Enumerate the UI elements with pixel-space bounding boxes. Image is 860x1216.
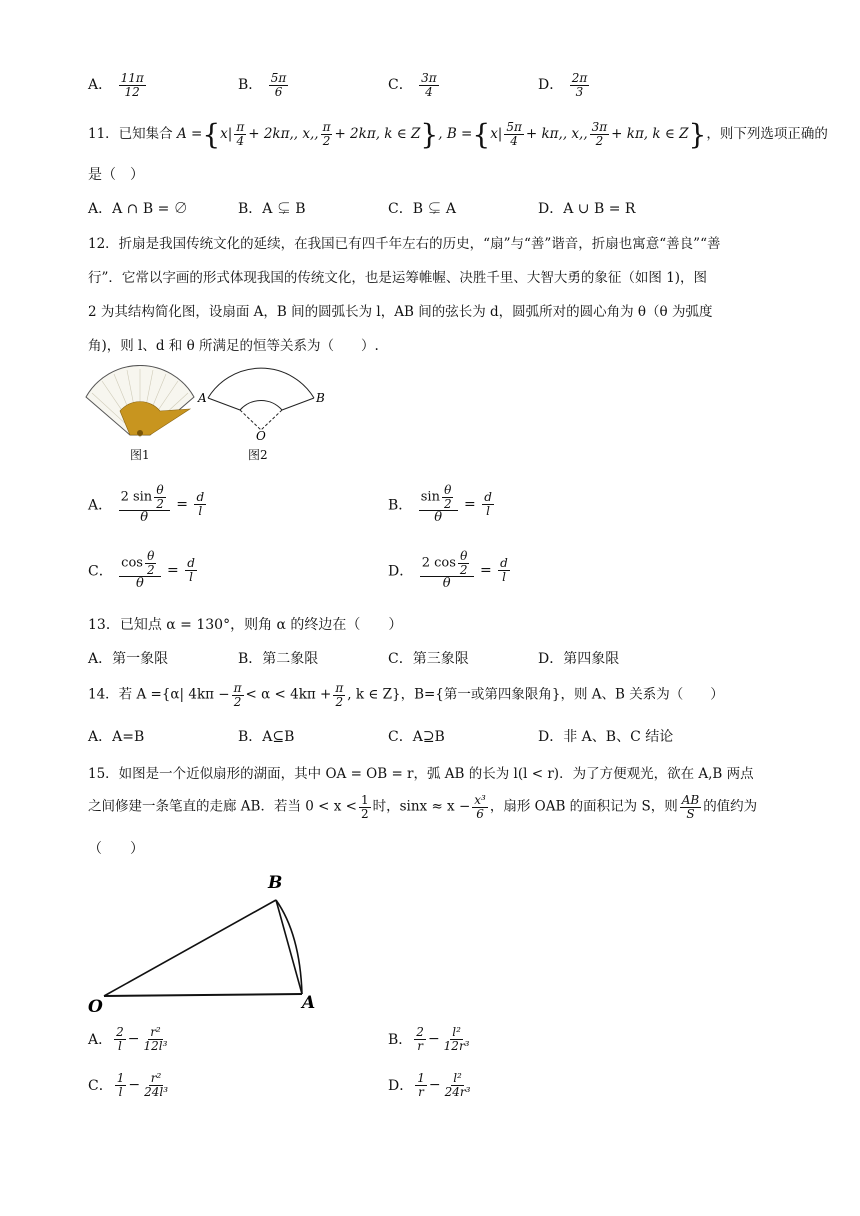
minus-sign: − xyxy=(128,1077,141,1094)
frac-top-text: 2 cos xyxy=(421,555,456,571)
fraction xyxy=(234,121,246,147)
fraction xyxy=(415,1072,427,1098)
q12-line3: 2 为其结构简化图，设扇面 A，B 间的圆弧长为 l，AB 间的弦长为 d，圆弧所对的圆心角为 θ（θ 为弧度 xyxy=(88,304,713,320)
option-label: B． xyxy=(388,497,413,514)
frac-den: 2 xyxy=(156,496,164,511)
frac-den: 12l³ xyxy=(143,1038,168,1053)
fraction xyxy=(590,121,610,147)
frac-num: θ xyxy=(147,549,155,563)
frac-den: 2 xyxy=(360,806,369,821)
frac-num: θ xyxy=(444,483,452,497)
q11-stem xyxy=(88,118,828,151)
frac-den: 2 xyxy=(146,562,155,577)
fraction xyxy=(504,121,524,147)
option-label: D． xyxy=(388,563,414,580)
set-b-body: + kπ,, x,, xyxy=(525,126,588,142)
frac-den: 24r³ xyxy=(444,1084,471,1099)
point-o-label: O xyxy=(88,997,103,1016)
frac-den: S xyxy=(686,806,695,821)
frac-num: d xyxy=(196,490,205,505)
q12-line4: 角)，则 l、d 和 θ 所满足的恒等关系为（ ）. xyxy=(88,338,379,354)
sector-diagram xyxy=(84,864,324,1016)
q12-option-b xyxy=(388,484,496,525)
q11-suffix: ，则下列选项正确的 xyxy=(706,126,828,142)
q11-option-d: D．A ∪ B = R xyxy=(538,201,636,217)
q15-line2-mid2: ，扇形 OAB 的面积记为 S，则 xyxy=(489,798,678,815)
set-a-body: x| xyxy=(220,126,233,142)
frac-num: r² xyxy=(150,1071,162,1085)
q15-line2 xyxy=(88,794,757,820)
frac-num: θ xyxy=(460,549,468,563)
fan-structure-diagram xyxy=(196,362,332,444)
frac-num: 2π xyxy=(571,71,588,85)
frac-num: 1 xyxy=(116,1071,125,1085)
fraction xyxy=(142,1026,170,1052)
set-a-body: + 2kπ, k ∈ Z xyxy=(334,126,421,142)
q15-option-c xyxy=(88,1072,172,1098)
q14-option-c: C．A⊇B xyxy=(388,729,445,745)
q11-option-c: C．B ⊊ A xyxy=(388,201,457,217)
frac-den: l xyxy=(118,1038,122,1053)
frac-den: l xyxy=(486,503,490,518)
q13-stem: 13．已知点 α = 130°，则角 α 的终边在（ ） xyxy=(88,617,403,633)
segment-ob xyxy=(104,900,276,996)
fraction xyxy=(114,1026,126,1052)
frac-num: 2 xyxy=(116,1025,124,1039)
frac-den: 6 xyxy=(274,84,283,99)
right-edge xyxy=(282,398,314,410)
frac-den: r xyxy=(418,1084,424,1099)
option-label: C． xyxy=(388,77,413,94)
fraction xyxy=(142,1072,170,1098)
fraction xyxy=(145,550,157,576)
q12-line2: 行”．它常以字画的形式体现我国的传统文化，也是运筹帷幄、决胜千里、大智大勇的象征（如图 1)，图 xyxy=(88,270,708,286)
outer-arc xyxy=(208,368,314,398)
frac-num: 3π xyxy=(421,71,437,85)
frac-den: 4 xyxy=(510,134,518,148)
frac-num: AB xyxy=(681,793,700,807)
frac-num: 1 xyxy=(360,793,369,807)
frac-den: 2 xyxy=(595,134,604,148)
q14-mid: < α < 4kπ + xyxy=(245,686,332,703)
option-label: B． xyxy=(388,1032,413,1049)
q11-prefix: 11．已知集合 xyxy=(88,126,173,142)
fraction xyxy=(498,557,510,583)
q14-stem xyxy=(88,682,724,708)
frac-num xyxy=(419,484,458,511)
equals-sign: = xyxy=(464,496,476,513)
fraction xyxy=(194,491,206,517)
frac-den: 12 xyxy=(124,84,140,99)
fan-rivet xyxy=(137,430,143,436)
frac-num: θ xyxy=(156,483,164,497)
big-fraction xyxy=(419,484,458,525)
option-label: C． xyxy=(88,1078,113,1095)
fraction xyxy=(185,557,197,583)
frac-num xyxy=(420,550,474,577)
frac-den: 2 xyxy=(335,694,344,709)
frac-den: l xyxy=(198,503,203,518)
fan-illustration xyxy=(84,365,196,447)
q12-option-c xyxy=(88,550,199,591)
frac-den: 4 xyxy=(236,134,245,148)
frac-num: r² xyxy=(150,1025,161,1039)
fraction xyxy=(333,682,345,708)
frac-den: θ xyxy=(434,510,443,526)
q10-option-c xyxy=(388,72,441,98)
fraction xyxy=(458,550,470,576)
frac-den: 2 xyxy=(233,694,242,709)
frac-den: 6 xyxy=(476,806,484,821)
frac-num: d xyxy=(484,490,492,505)
frac-den: l xyxy=(189,569,193,584)
frac-den: 24l³ xyxy=(144,1084,169,1099)
frac-num: 2 xyxy=(416,1025,424,1039)
frac-num: π xyxy=(322,120,331,135)
frac-den: θ xyxy=(135,576,144,592)
set-b-body: + kπ, k ∈ Z xyxy=(611,126,689,142)
option-label: C． xyxy=(88,563,113,580)
left-edge xyxy=(208,398,240,410)
big-fraction xyxy=(119,550,160,591)
set-a-body: + 2kπ,, x,, xyxy=(248,126,319,142)
point-b-label: B xyxy=(316,391,325,405)
q15-line3: （ ） xyxy=(88,841,144,857)
equals-sign: = xyxy=(176,496,189,513)
frac-num xyxy=(119,484,170,511)
point-a-label: A xyxy=(302,993,316,1013)
q13-option-d: D．第四象限 xyxy=(538,651,620,667)
fraction xyxy=(680,794,701,820)
option-label: A． xyxy=(88,77,113,94)
point-b-label: B xyxy=(268,873,283,893)
q10-option-b xyxy=(238,72,290,98)
fraction xyxy=(442,484,454,510)
equals-sign: = xyxy=(167,562,179,579)
fraction xyxy=(232,682,244,708)
fraction xyxy=(321,121,333,147)
fraction xyxy=(414,1026,426,1052)
frac-den: 4 xyxy=(425,84,433,99)
frac-den: l xyxy=(502,569,506,584)
fraction xyxy=(269,72,289,98)
minus-sign: − xyxy=(428,1077,441,1094)
q15-line2-pre: 之间修建一条笔直的走廊 AB．若当 0 < x < xyxy=(88,798,357,815)
frac-num: l² xyxy=(453,1071,462,1085)
fraction xyxy=(472,794,488,820)
frac-den: 2 xyxy=(443,496,452,511)
q15-line2-mid: 时，sinx ≈ x − xyxy=(372,798,471,815)
q15-option-a xyxy=(88,1026,171,1052)
frac-top-text: cos xyxy=(121,555,143,571)
right-dashed-radius xyxy=(261,410,282,430)
frac-num: d xyxy=(187,556,195,571)
minus-sign: − xyxy=(427,1031,440,1048)
fraction xyxy=(119,72,146,98)
figure2-caption: 图2 xyxy=(248,448,268,462)
figure1-caption: 图1 xyxy=(130,448,150,462)
chord-ab xyxy=(276,900,302,994)
fraction xyxy=(154,484,166,510)
right-brace: } xyxy=(688,118,707,151)
option-label: B． xyxy=(238,77,263,94)
frac-num: d xyxy=(500,556,508,571)
right-brace: } xyxy=(420,118,439,151)
frac-den: 2 xyxy=(459,562,468,577)
fraction xyxy=(359,794,371,820)
fraction xyxy=(570,72,590,98)
q13-option-b: B．第二象限 xyxy=(238,651,319,667)
set-b-body: x| xyxy=(490,126,503,142)
frac-num: π xyxy=(233,681,242,695)
frac-top-text: 2 sin xyxy=(120,489,153,505)
frac-num: π xyxy=(236,120,245,135)
q11-option-a: A．A ∩ B = ∅ xyxy=(88,201,188,217)
frac-num: 3π xyxy=(591,120,608,135)
q15-line1: 15．如图是一个近似扇形的湖面，其中 OA = OB = r，弧 AB 的长为 l(l < r)．为了方便观光，欲在 A,B 两点 xyxy=(88,766,754,782)
left-dashed-radius xyxy=(240,410,261,430)
frac-top-text: sin xyxy=(420,489,440,505)
q10-option-d xyxy=(538,72,591,98)
option-label: A． xyxy=(88,1032,113,1049)
point-a-label: A xyxy=(198,391,207,405)
big-fraction xyxy=(420,550,474,591)
fraction xyxy=(482,491,494,517)
q14-option-a: A．A=B xyxy=(88,729,145,745)
frac-den: θ xyxy=(442,576,451,592)
q14-option-d: D．非 A、B、C 结论 xyxy=(538,729,674,745)
q13-option-a: A．第一象限 xyxy=(88,651,169,667)
frac-num: π xyxy=(335,681,344,695)
q15-option-b xyxy=(388,1026,474,1052)
set-a-lead: A = xyxy=(176,126,203,142)
q15-line2-post: 的值约为 xyxy=(703,798,758,815)
option-label: A． xyxy=(88,497,113,514)
inner-arc xyxy=(240,401,282,410)
frac-num xyxy=(119,550,160,577)
fraction xyxy=(443,1072,473,1098)
q11-line2: 是（ ） xyxy=(88,167,144,183)
q12-option-a xyxy=(88,484,208,525)
frac-num: 5π xyxy=(506,120,522,135)
fraction xyxy=(115,1072,127,1098)
frac-den: θ xyxy=(140,510,149,526)
left-brace: { xyxy=(202,118,221,151)
q14-option-b: B．A⊆B xyxy=(238,729,295,745)
frac-den: 2 xyxy=(322,134,331,148)
frac-num: 5π xyxy=(270,71,287,85)
q11-option-b: B．A ⊊ B xyxy=(238,201,306,217)
option-label: D． xyxy=(388,1078,414,1095)
frac-den: r xyxy=(417,1038,423,1053)
q12-option-d xyxy=(388,550,512,591)
q12-line1: 12．折扇是我国传统文化的延续，在我国已有四千年左右的历史，“扇”与“善”谐音，折扇也寓意“善良”“善 xyxy=(88,236,721,252)
frac-den: 12r³ xyxy=(443,1038,470,1053)
segment-oa xyxy=(104,994,302,996)
frac-num: x³ xyxy=(474,793,486,807)
frac-den: l xyxy=(118,1084,123,1099)
fraction xyxy=(442,1026,472,1052)
q14-pre: 14．若 A ={α| 4kπ − xyxy=(88,686,230,703)
big-fraction xyxy=(119,484,170,525)
set-b-lead: , B = xyxy=(438,126,473,142)
q15-option-d xyxy=(388,1072,474,1098)
frac-num: l² xyxy=(452,1025,461,1039)
frac-num: 1 xyxy=(417,1071,425,1085)
frac-num: 11π xyxy=(120,71,144,85)
q14-post: , k ∈ Z}，B={第一或第四象限角}，则 A、B 关系为（ ） xyxy=(347,686,724,703)
option-label: D． xyxy=(538,77,564,94)
equals-sign: = xyxy=(479,562,492,579)
frac-den: 3 xyxy=(575,84,584,99)
q10-option-a xyxy=(88,72,148,98)
q13-option-c: C．第三象限 xyxy=(388,651,469,667)
fraction xyxy=(419,72,439,98)
point-o-label: O xyxy=(256,429,266,443)
left-brace: { xyxy=(472,118,491,151)
minus-sign: − xyxy=(127,1031,140,1048)
